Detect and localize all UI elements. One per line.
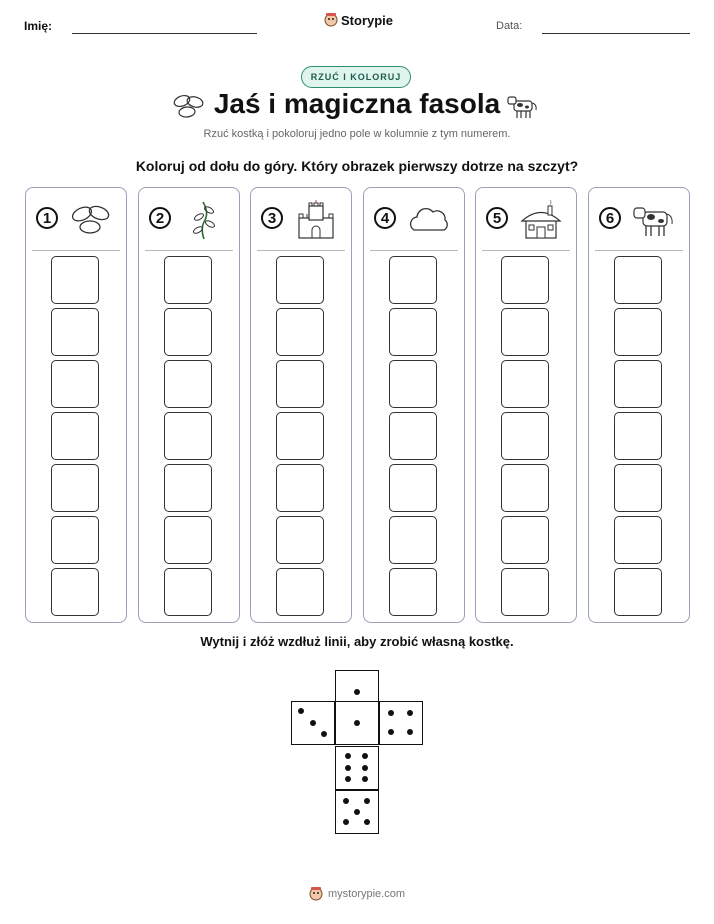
color-cell[interactable] [614,256,662,304]
dice-pip [298,708,304,714]
color-cell[interactable] [164,360,212,408]
column-number: 6 [599,207,621,229]
color-cell[interactable] [164,256,212,304]
column-number: 3 [261,207,283,229]
dice-pip [354,720,360,726]
color-cell[interactable] [51,568,99,616]
color-cell[interactable] [614,308,662,356]
color-cell[interactable] [276,568,324,616]
dice-pip [407,710,413,716]
column-divider [595,250,683,251]
color-cell[interactable] [276,360,324,408]
dice-pip [310,720,316,726]
column-2 [138,187,240,623]
dice-pip [343,819,349,825]
castle-icon [293,200,339,245]
cloud-icon [406,200,452,245]
storypie-mascot-icon [324,12,338,28]
color-cell[interactable] [51,464,99,512]
column-divider [257,250,345,251]
color-cell[interactable] [501,256,549,304]
dice-pip [407,729,413,735]
dice-pip [362,776,368,782]
dice-pip [345,753,351,759]
color-cell[interactable] [389,568,437,616]
column-number: 5 [486,207,508,229]
color-cell[interactable] [389,256,437,304]
color-cell[interactable] [276,464,324,512]
column-divider [32,250,120,251]
color-cell[interactable] [164,308,212,356]
color-cell[interactable] [614,464,662,512]
subtitle: Rzuć kostką i pokoloruj jedno pole w kolumnie z tym numerem. [203,128,511,140]
column-6 [588,187,690,623]
color-cell[interactable] [614,568,662,616]
color-cell[interactable] [614,516,662,564]
color-cell[interactable] [51,516,99,564]
color-cell[interactable] [501,568,549,616]
instruction: Koloruj od dołu do góry. Który obrazek pierwszy dotrze na szczyt? [135,158,579,174]
color-cell[interactable] [276,516,324,564]
color-cell[interactable] [389,412,437,460]
dice-pip [362,753,368,759]
column-header [364,188,464,250]
dice-pip [364,819,370,825]
dice-face-5 [335,790,379,834]
color-cell[interactable] [501,412,549,460]
dice-face-1 [335,701,379,745]
color-cell[interactable] [51,308,99,356]
color-cell[interactable] [389,516,437,564]
dice-pip [362,765,368,771]
beanstalk-icon [181,200,227,245]
color-cell[interactable] [164,516,212,564]
color-cell[interactable] [614,360,662,408]
color-cell[interactable] [164,412,212,460]
dice-pip [345,765,351,771]
cottage-icon [518,200,564,245]
column-number: 4 [374,207,396,229]
brand-logo [324,12,393,28]
color-cell[interactable] [164,464,212,512]
color-cell[interactable] [51,360,99,408]
color-cell[interactable] [389,308,437,356]
dice-pip [354,809,360,815]
name-line[interactable] [72,33,257,34]
column-number: 1 [36,207,58,229]
dice-pip [345,776,351,782]
cut-instruction: Wytnij i złóż wzdłuż linii, aby zrobić własną kostkę. [200,634,514,649]
activity-badge: RZUĆ I KOLORUJ [301,66,411,88]
name-label: Imię: [24,19,53,33]
cow-icon [506,92,540,120]
cow-icon [631,200,677,245]
storypie-mascot-icon [308,886,324,902]
color-cell[interactable] [501,308,549,356]
color-cell[interactable] [51,256,99,304]
color-cell[interactable] [389,464,437,512]
column-number: 2 [149,207,171,229]
dice-face-4 [379,701,423,745]
page-title: Jaś i magiczna fasola [213,88,501,119]
color-cell[interactable] [501,464,549,512]
footer [308,886,405,902]
dice-pip [343,798,349,804]
column-4 [363,187,465,623]
dice-pip [388,729,394,735]
color-cell[interactable] [614,412,662,460]
column-header [589,188,689,250]
color-cell[interactable] [51,412,99,460]
dice-pip [388,710,394,716]
column-3 [250,187,352,623]
color-cell[interactable] [276,256,324,304]
color-cell[interactable] [164,568,212,616]
color-cell[interactable] [389,360,437,408]
dice-pip [364,798,370,804]
column-header [476,188,576,250]
column-header [251,188,351,250]
column-5 [475,187,577,623]
column-divider [370,250,458,251]
color-cell[interactable] [501,360,549,408]
brand-name: Storypie [341,12,394,28]
dice-face-6 [335,746,379,790]
column-header [26,188,126,250]
color-cell[interactable] [501,516,549,564]
column-header [139,188,239,250]
date-line[interactable] [542,33,690,34]
date-label: Data: [496,20,523,32]
column-divider [145,250,233,251]
column-divider [482,250,570,251]
footer-url[interactable]: mystorypie.com [328,888,406,900]
color-cell[interactable] [276,412,324,460]
column-1 [25,187,127,623]
dice-pip [321,731,327,737]
dice-pip [354,689,360,695]
dice-face-3 [291,701,335,745]
color-cell[interactable] [276,308,324,356]
beans-icon [68,200,114,245]
